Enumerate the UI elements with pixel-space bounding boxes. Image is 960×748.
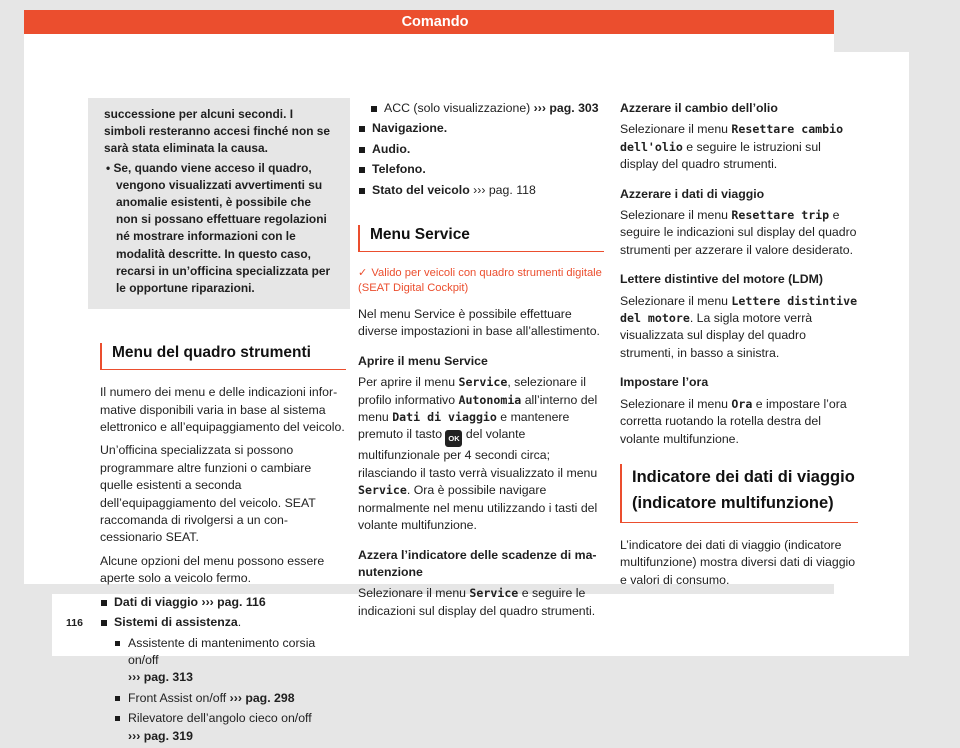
list-item: Assistente di mantenimento corsia on/off ››› pag. 313 bbox=[114, 635, 346, 687]
page-link[interactable]: ››› pag. 319 bbox=[128, 728, 193, 743]
paragraph: Alcune opzioni del menu possono essere aperte solo a veicolo fermo. bbox=[100, 553, 325, 586]
subheading: Azzera l’indicatore delle scadenze di manutenzione bbox=[358, 547, 597, 579]
page-link[interactable]: ››› pag. 118 bbox=[473, 182, 536, 197]
list-item: Stato del veicolo ››› pag. 118 bbox=[358, 182, 604, 199]
menu-list-continued bbox=[358, 100, 604, 199]
menu-list bbox=[100, 594, 346, 745]
paragraph: Selezionare il menu Ora e impostare l’ora corretta ruotando la rotella destra del volante multifunzione. bbox=[620, 396, 847, 446]
paragraph: L’indicatore dei dati di viaggio (indicatore multifunzione) mostra diversi dati di viaggio e valori di consumo. bbox=[620, 537, 856, 587]
page-link[interactable]: ››› pag. 303 bbox=[533, 101, 599, 115]
subheading: Impostare l’ora bbox=[620, 375, 709, 390]
list-item: ACC (solo visualizzazione) ››› pag. 303 bbox=[370, 100, 604, 117]
subheading: Aprire il menu Service bbox=[358, 353, 488, 368]
ok-key-icon: OK bbox=[445, 430, 462, 447]
check-icon: ✓ bbox=[358, 267, 368, 280]
note-bullet: • Se, quando viene acceso il quadro, vengono visualizzati avvertimenti su anomalie esistenti, è possibile che non si possano effettuare regolazioni né mostrare informazioni con le modalità descritte. In questo caso, recarsi in un’officina specializzata per le opportune riparazioni. bbox=[106, 160, 331, 296]
paragraph: Un’officina specializzata si possono programmare altre funzioni o cambiare quelle esistenti a seconda dell’equipaggiamento del veicolo. SEAT raccomanda di rivolgersi a un concessionario SEAT. bbox=[100, 443, 316, 545]
paragraph: Per aprire il menu Service, selezionare il profilo informativo Autonomia all’interno del menu Dati di viaggio e mantenere premuto il tasto OK del volante multifunzionale per 4 secondi circa; rilasciando il tasto verrà visualizzato il menu Service. Ora è possibile navigare normalmente nel menu utilizzando i tasti del volante multifunzione. bbox=[358, 375, 598, 533]
page-number: 116 bbox=[66, 617, 83, 629]
paragraph: Selezionare il menu Lettere distintive del motore. La sigla motore verrà visualizzata sul display del quadro strumenti, in basso a sinistra. bbox=[620, 293, 858, 360]
sub-list bbox=[114, 635, 346, 745]
subheading: Azzerare i dati di viaggio bbox=[620, 186, 765, 201]
list-item: Navigazione. bbox=[358, 120, 604, 137]
list-item: Sistemi di assistenza. Assistente di mantenimento corsia on/off ››› pag. 313 Front Assist on/off ››› pag. 298 Rilevatore dell’angolo cieco on/off ››› pag. 319 bbox=[100, 614, 346, 745]
column-1 bbox=[100, 98, 346, 748]
column-2 bbox=[358, 98, 604, 626]
page-link[interactable]: ››› pag. 298 bbox=[229, 690, 295, 705]
section-title: Comando bbox=[401, 14, 469, 30]
list-item: Dati di viaggio ››› pag. 116 bbox=[100, 594, 346, 611]
subheading: Lettere distintive del motore (LDM) bbox=[620, 272, 823, 287]
heading-indicatore-dati: Indicatore dei dati di viaggio (indicatore multifunzione) bbox=[620, 464, 858, 523]
paragraph: Selezionare il menu Resettare trip e seguire le indicazioni sul display del quadro strumenti per azzerare il valore desiderato. bbox=[620, 208, 857, 257]
list-item: Rilevatore dell’angolo cieco on/off ››› pag. 319 bbox=[114, 710, 346, 745]
validity-note: ✓ Valido per veicoli con quadro strumenti digitale (SEAT Digital Cockpit) bbox=[358, 267, 602, 295]
heading-menu-quadro: Menu del quadro strumenti bbox=[100, 343, 346, 370]
page-link[interactable]: ››› pag. 116 bbox=[201, 594, 266, 609]
note-text: successione per alcuni secondi. I simboli resteranno accesi finché non se sarà stata eliminata la causa. bbox=[104, 107, 330, 156]
heading-menu-service: Menu Service bbox=[358, 225, 604, 252]
list-item: Telefono. bbox=[358, 161, 604, 178]
page-link[interactable]: ››› pag. 313 bbox=[128, 670, 193, 685]
list-item: Front Assist on/off ››› pag. 298 bbox=[114, 690, 346, 707]
paragraph: Nel menu Service è possibile effettuare diverse impostazioni in base all’allestimento. bbox=[358, 307, 600, 339]
list-item: Audio. bbox=[358, 141, 604, 158]
subheading: Azzerare il cambio dell’olio bbox=[620, 101, 778, 115]
paragraph: Selezionare il menu Resettare cambio dell'olio e seguire le istruzioni sul display del quadro strumenti. bbox=[620, 122, 844, 172]
paragraph: Selezionare il menu Service e seguire le indicazioni sul display del quadro strumenti. bbox=[358, 586, 596, 618]
section-header bbox=[24, 10, 834, 34]
column-3 bbox=[620, 98, 858, 595]
note-box bbox=[88, 98, 350, 309]
paragraph: Il numero dei menu e delle indicazioni informative disponibili varia in base al sistema elettronico e all’equipaggiamento del veicolo. bbox=[100, 385, 345, 435]
